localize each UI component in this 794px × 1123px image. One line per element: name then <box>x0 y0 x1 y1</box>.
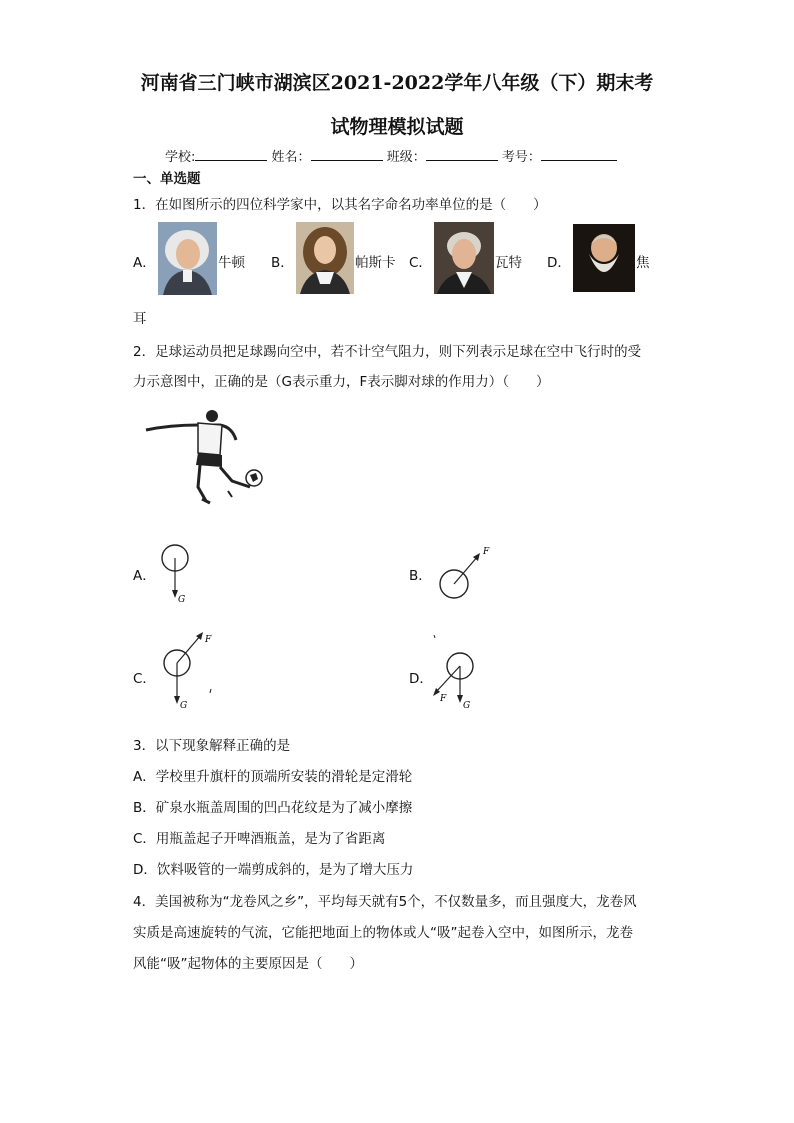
q3-option-d: D．饮料吸管的一端剪成斜的，是为了增大压力 <box>133 862 414 878</box>
q4-stem-line1: 4．美国被称为“龙卷风之乡”，平均每天就有5个，不仅数量多，而且强度大，龙卷风 <box>133 894 637 910</box>
q2-c-f-label: F <box>205 635 212 645</box>
q2-b-f-label: F <box>483 547 490 557</box>
q2-c-g-label: G <box>180 701 188 711</box>
q1-option-d-name: 焦 <box>636 255 650 271</box>
school-blank[interactable] <box>195 148 267 161</box>
q2-a-g-label: G <box>178 595 186 605</box>
q2-option-d-letter: D． <box>409 671 433 687</box>
page-title-line1: 河南省三门峡市湖滨区2021-2022学年八年级（下）期末考 <box>140 72 654 94</box>
q3-option-b: B．矿泉水瓶盖周围的凹凸花纹是为了减小摩擦 <box>133 800 413 816</box>
q2-option-a-diagram <box>155 540 200 605</box>
newton-portrait <box>158 222 217 295</box>
class-blank[interactable] <box>426 148 498 161</box>
q4-stem-line3: 风能“吸”起物体的主要原因是（ ） <box>133 956 363 972</box>
q2-stem-line1: 2．足球运动员把足球踢向空中，若不计空气阻力，则下列表示足球在空中飞行时的受 <box>133 344 642 360</box>
q2-stem-line2: 力示意图中，正确的是（G表示重力，F表示脚对球的作用力）（ ） <box>133 374 550 390</box>
name-blank[interactable] <box>311 148 383 161</box>
q2-option-c-diagram <box>155 625 220 715</box>
section-heading: 一、单选题 <box>133 171 201 187</box>
q1-option-a-letter: A． <box>133 255 156 271</box>
soccer-player-figure <box>140 405 270 505</box>
pascal-portrait <box>296 222 354 294</box>
joule-portrait <box>573 224 635 292</box>
name-label: 姓名： <box>271 150 311 165</box>
q2-option-d-diagram <box>428 630 488 715</box>
q1-option-c-letter: C． <box>409 255 432 271</box>
q3-option-c: C．用瓶盖起子开啤酒瓶盖，是为了省距离 <box>133 831 386 847</box>
q1-stem: 1．在如图所示的四位科学家中，以其名字命名功率单位的是（ ） <box>133 197 547 213</box>
watt-portrait <box>434 222 494 294</box>
student-info-line <box>165 146 617 165</box>
q2-option-b-diagram <box>430 540 500 605</box>
number-blank[interactable] <box>541 148 617 161</box>
q2-option-a-letter: A． <box>133 568 156 584</box>
q3-option-a: A．学校里升旗杆的顶端所安装的滑轮是定滑轮 <box>133 769 413 785</box>
class-label: 班级： <box>386 150 426 165</box>
q1-option-b-name: 帕斯卡 <box>355 255 396 271</box>
q1-option-c-name: 瓦特 <box>495 255 522 271</box>
q2-option-b-letter: B． <box>409 568 432 584</box>
school-label: 学校: <box>165 150 196 165</box>
q3-stem: 3．以下现象解释正确的是 <box>133 738 291 754</box>
number-label: 考号： <box>501 150 541 165</box>
page-title-line2: 试物理模拟试题 <box>330 116 464 138</box>
q4-stem-line2: 实质是高速旋转的气流，它能把地面上的物体或人“吸”起卷入空中，如图所示，龙卷 <box>133 925 633 941</box>
q1-option-b-letter: B． <box>271 255 294 271</box>
q1-option-d-letter: D． <box>547 255 571 271</box>
q2-d-f-label: F <box>440 694 447 704</box>
q1-option-d-name-wrap: 耳 <box>133 311 147 327</box>
q2-option-c-letter: C． <box>133 671 156 687</box>
q2-d-g-label: G <box>463 701 471 711</box>
q1-option-a-name: 牛顿 <box>218 255 245 271</box>
